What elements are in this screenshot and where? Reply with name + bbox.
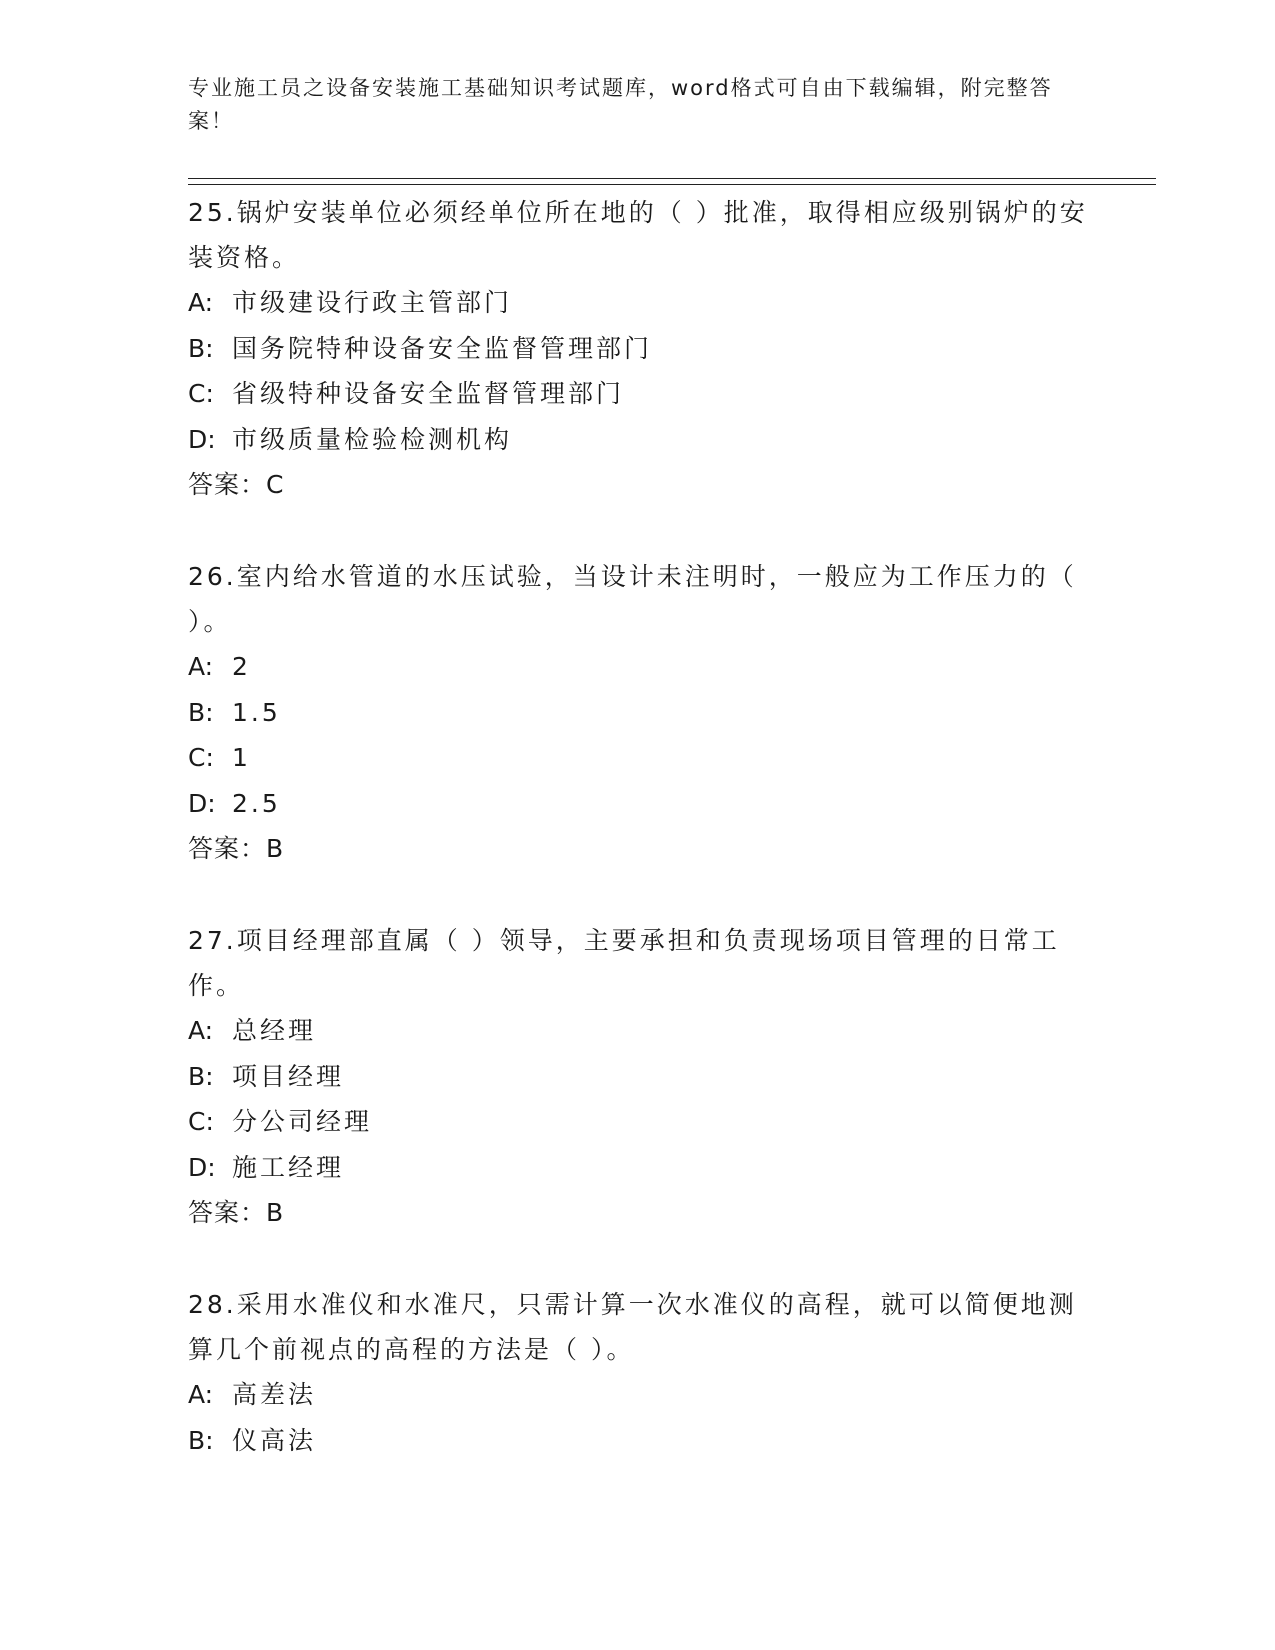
option-label: A: [188, 1380, 214, 1409]
option-c [188, 735, 1088, 781]
option-d [188, 781, 1088, 827]
header-divider-top [188, 178, 1156, 179]
header-divider-bottom [188, 184, 1156, 185]
option-c [188, 371, 1088, 417]
option-text: 2.5 [232, 788, 281, 818]
document-header: 专业施工员之设备安装施工基础知识考试题库，word格式可自由下载编辑，附完整答案！ [188, 76, 1053, 133]
question-25 [188, 190, 1088, 507]
option-a [188, 1008, 1088, 1054]
question-list [188, 190, 1088, 1510]
option-b [188, 326, 1088, 372]
option-a [188, 644, 1088, 690]
option-d [188, 417, 1088, 463]
option-c [188, 1099, 1088, 1145]
option-label: B: [188, 333, 214, 363]
option-text: 总经理 [232, 1016, 317, 1045]
question-stem: 26.室内给水管道的水压试验，当设计未注明时，一般应为工作压力的（ ）。 [188, 562, 1077, 636]
option-text: 施工经理 [232, 1152, 345, 1182]
question-stem: 25.锅炉安装单位必须经单位所在地的（ ）批准，取得相应级别锅炉的安装资格。 [188, 198, 1088, 272]
option-label: B: [188, 1061, 214, 1091]
option-text: 省级特种设备安全监督管理部门 [232, 379, 625, 408]
option-d [188, 1145, 1088, 1191]
option-b [188, 1054, 1088, 1100]
option-text: 高差法 [232, 1380, 317, 1409]
question-27 [188, 918, 1088, 1235]
answer: 答案：C [188, 470, 285, 499]
option-label: C: [188, 379, 214, 408]
option-label: D: [188, 788, 216, 818]
option-text: 1.5 [232, 697, 281, 727]
option-text: 仪高法 [232, 1425, 317, 1455]
option-label: B: [188, 697, 214, 727]
option-text: 1 [232, 743, 251, 772]
question-stem: 27.项目经理部直属（ ）领导，主要承担和负责现场项目管理的日常工作。 [188, 926, 1060, 1000]
option-label: A: [188, 288, 214, 317]
option-label: A: [188, 652, 214, 681]
option-label: C: [188, 743, 214, 772]
option-text: 项目经理 [232, 1061, 345, 1091]
option-label: D: [188, 424, 216, 454]
option-b [188, 1418, 1088, 1464]
option-text: 2 [232, 652, 251, 681]
option-label: D: [188, 1152, 216, 1182]
option-text: 国务院特种设备安全监督管理部门 [232, 333, 653, 363]
option-a [188, 1372, 1088, 1418]
option-b [188, 690, 1088, 736]
option-label: C: [188, 1107, 214, 1136]
option-label: A: [188, 1016, 214, 1045]
question-26 [188, 554, 1088, 871]
option-text: 分公司经理 [232, 1107, 373, 1136]
option-text: 市级质量检验检测机构 [232, 424, 513, 454]
option-a [188, 280, 1088, 326]
option-label: B: [188, 1425, 214, 1455]
question-28 [188, 1282, 1088, 1463]
question-stem: 28.采用水准仪和水准尺，只需计算一次水准仪的高程，就可以简便地测算几个前视点的高程的方法是（ ）。 [188, 1290, 1077, 1364]
answer: 答案：B [188, 1198, 285, 1227]
answer: 答案：B [188, 834, 285, 863]
option-text: 市级建设行政主管部门 [232, 288, 513, 317]
